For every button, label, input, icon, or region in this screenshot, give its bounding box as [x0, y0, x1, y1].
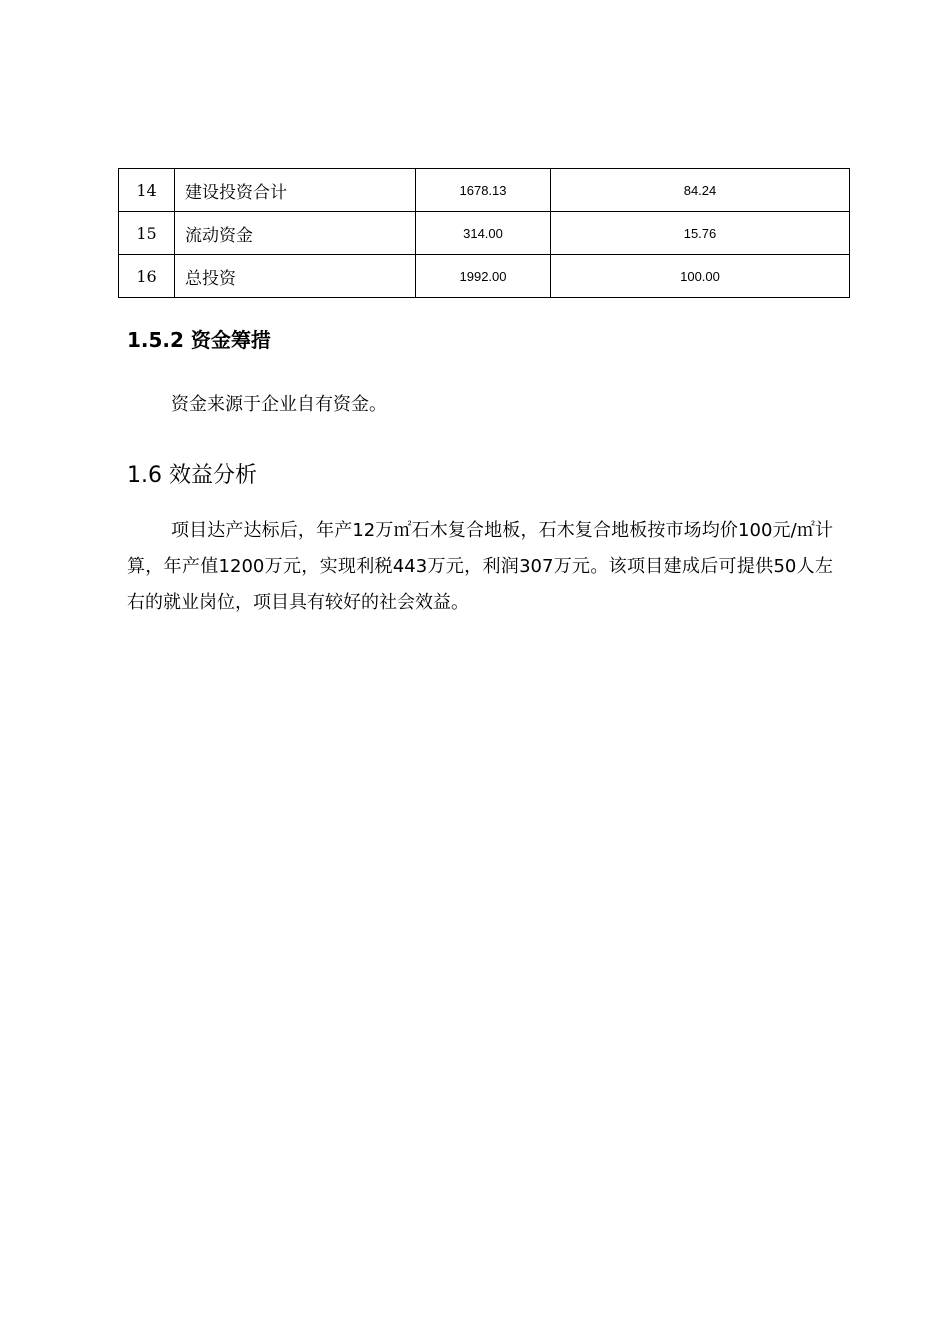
row-number: 14: [119, 169, 175, 212]
item-amount: 314.00: [416, 212, 551, 255]
item-amount: 1992.00: [416, 255, 551, 298]
table-row: [119, 255, 850, 298]
funding-paragraph: 资金来源于企业自有资金。: [171, 394, 387, 415]
item-percent: 15.76: [551, 212, 850, 255]
benefit-paragraph: 项目达产达标后，年产12万㎡石木复合地板，石木复合地板按市场均价100元/㎡计算，年产值1200万元，实现利税443万元，利润307万元。该项目建成后可提供50人左右的就业岗位，项目具有较好的社会效益。: [127, 520, 833, 613]
item-name: 总投资: [175, 255, 416, 298]
row-number: 16: [119, 255, 175, 298]
item-name: 流动资金: [175, 212, 416, 255]
item-percent: 84.24: [551, 169, 850, 212]
item-amount: 1678.13: [416, 169, 551, 212]
item-name: 建设投资合计: [175, 169, 416, 212]
table-row: [119, 169, 850, 212]
item-percent: 100.00: [551, 255, 850, 298]
row-number: 15: [119, 212, 175, 255]
investment-table: [118, 168, 850, 298]
table-row: [119, 212, 850, 255]
section-heading-benefit: 1.6 效益分析: [127, 463, 257, 488]
section-heading-funding: 1.5.2 资金筹措: [127, 328, 271, 352]
